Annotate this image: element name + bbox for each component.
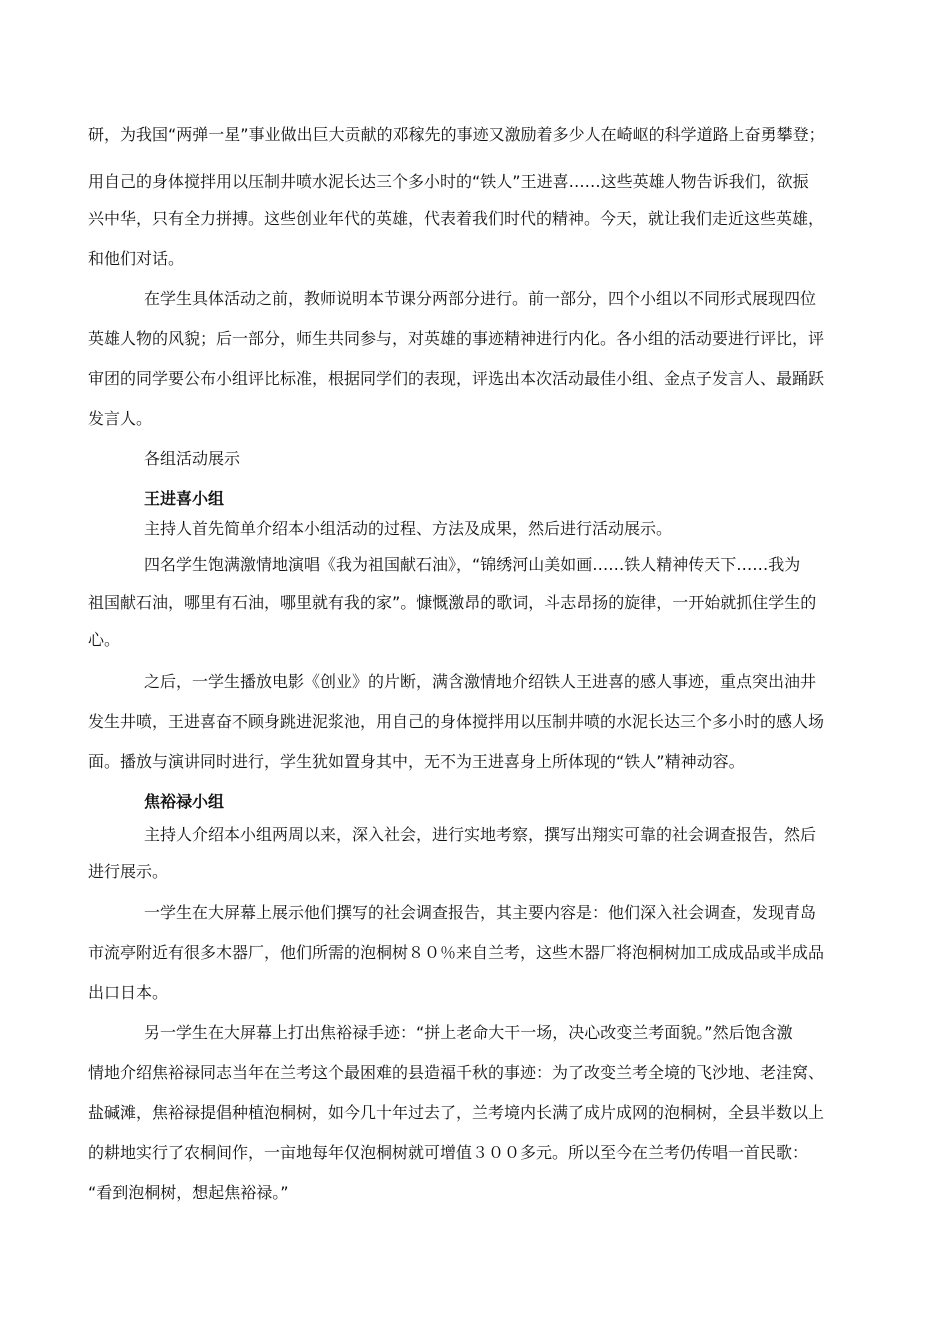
paragraph-line: 出口日本。 [88, 983, 169, 1002]
paragraph-line: 之后，一学生播放电影《创业》的片断，满含激情地介绍铁人王进喜的感人事迹，重点突出油井 [144, 672, 817, 691]
paragraph-line: 和他们对话。 [88, 249, 185, 268]
section-title: 各组活动展示 [144, 449, 241, 468]
paragraph-line: 心。 [88, 630, 121, 649]
paragraph-line: 一学生在大屏幕上展示他们撰写的社会调查报告，其主要内容是：他们深入社会调查，发现青岛 [144, 903, 817, 922]
paragraph-line: 主持人介绍本小组两周以来，深入社会，进行实地考察，撰写出翔实可靠的社会调查报告，然后 [144, 825, 817, 844]
paragraph-line: 进行展示。 [88, 862, 169, 881]
paragraph-line: 主持人首先简单介绍本小组活动的过程、方法及成果，然后进行活动展示。 [144, 519, 673, 538]
paragraph-line: 祖国献石油，哪里有石油，哪里就有我的家”。慷慨激昂的歌词，斗志昂扬的旋律，一开始就抓住学生的 [88, 593, 817, 612]
paragraph-line: 面。播放与演讲同时进行，学生犹如置身其中，无不为王进喜身上所体现的“铁人”精神动容。 [88, 752, 745, 771]
paragraph-line: “看到泡桐树，想起焦裕禄。” [88, 1183, 289, 1202]
paragraph-line: 四名学生饱满激情地演唱《我为祖国献石油》，“锦绣河山美如画……铁人精神传天下……我为 [144, 555, 801, 574]
paragraph-line: 盐碱滩，焦裕禄提倡种植泡桐树，如今几十年过去了，兰考境内长满了成片成网的泡桐树，全县半数以上 [88, 1103, 825, 1122]
paragraph-line: 英雄人物的风貌；后一部分，师生共同参与，对英雄的事迹精神进行内化。各小组的活动要进行评比，评 [88, 329, 825, 348]
paragraph-line: 审团的同学要公布小组评比标准，根据同学们的表现，评选出本次活动最佳小组、金点子发言人、最踊跃 [88, 369, 825, 388]
paragraph-line: 兴中华，只有全力拼搏。这些创业年代的英雄，代表着我们时代的精神。今天，就让我们走近这些英雄， [88, 209, 825, 228]
paragraph-line: 情地介绍焦裕禄同志当年在兰考这个最困难的县造福千秋的事迹：为了改变兰考全境的飞沙地、老洼窝、 [88, 1063, 825, 1082]
paragraph-line: 在学生具体活动之前，教师说明本节课分两部分进行。前一部分，四个小组以不同形式展现四位 [144, 289, 817, 308]
paragraph-line: 用自己的身体搅拌用以压制井喷水泥长达三个多小时的“铁人”王进喜……这些英雄人物告诉我们，欲振 [88, 172, 809, 191]
paragraph-line: 的耕地实行了农桐间作，一亩地每年仅泡桐树就可增值３００多元。所以至今在兰考仍传唱一首民歌： [88, 1143, 809, 1162]
paragraph-line: 发生井喷，王进喜奋不顾身跳进泥浆池，用自己的身体搅拌用以压制井喷的水泥长达三个多小时的感人场 [88, 712, 825, 731]
paragraph-line: 另一学生在大屏幕上打出焦裕禄手迹：“拼上老命大干一场，决心改变兰考面貌。”然后饱含激 [144, 1023, 793, 1042]
group-heading-jiao-yulu: 焦裕禄小组 [144, 792, 225, 811]
group-heading-wang-jinxi: 王进喜小组 [144, 489, 225, 508]
paragraph-line: 研，为我国“两弹一星”事业做出巨大贡献的邓稼先的事迹又激励着多少人在崎岖的科学道路上奋勇攀登； [88, 125, 825, 144]
paragraph-line: 发言人。 [88, 409, 153, 428]
paragraph-line: 市流亭附近有很多木器厂，他们所需的泡桐树８０％来自兰考，这些木器厂将泡桐树加工成成品或半成品 [88, 943, 825, 962]
